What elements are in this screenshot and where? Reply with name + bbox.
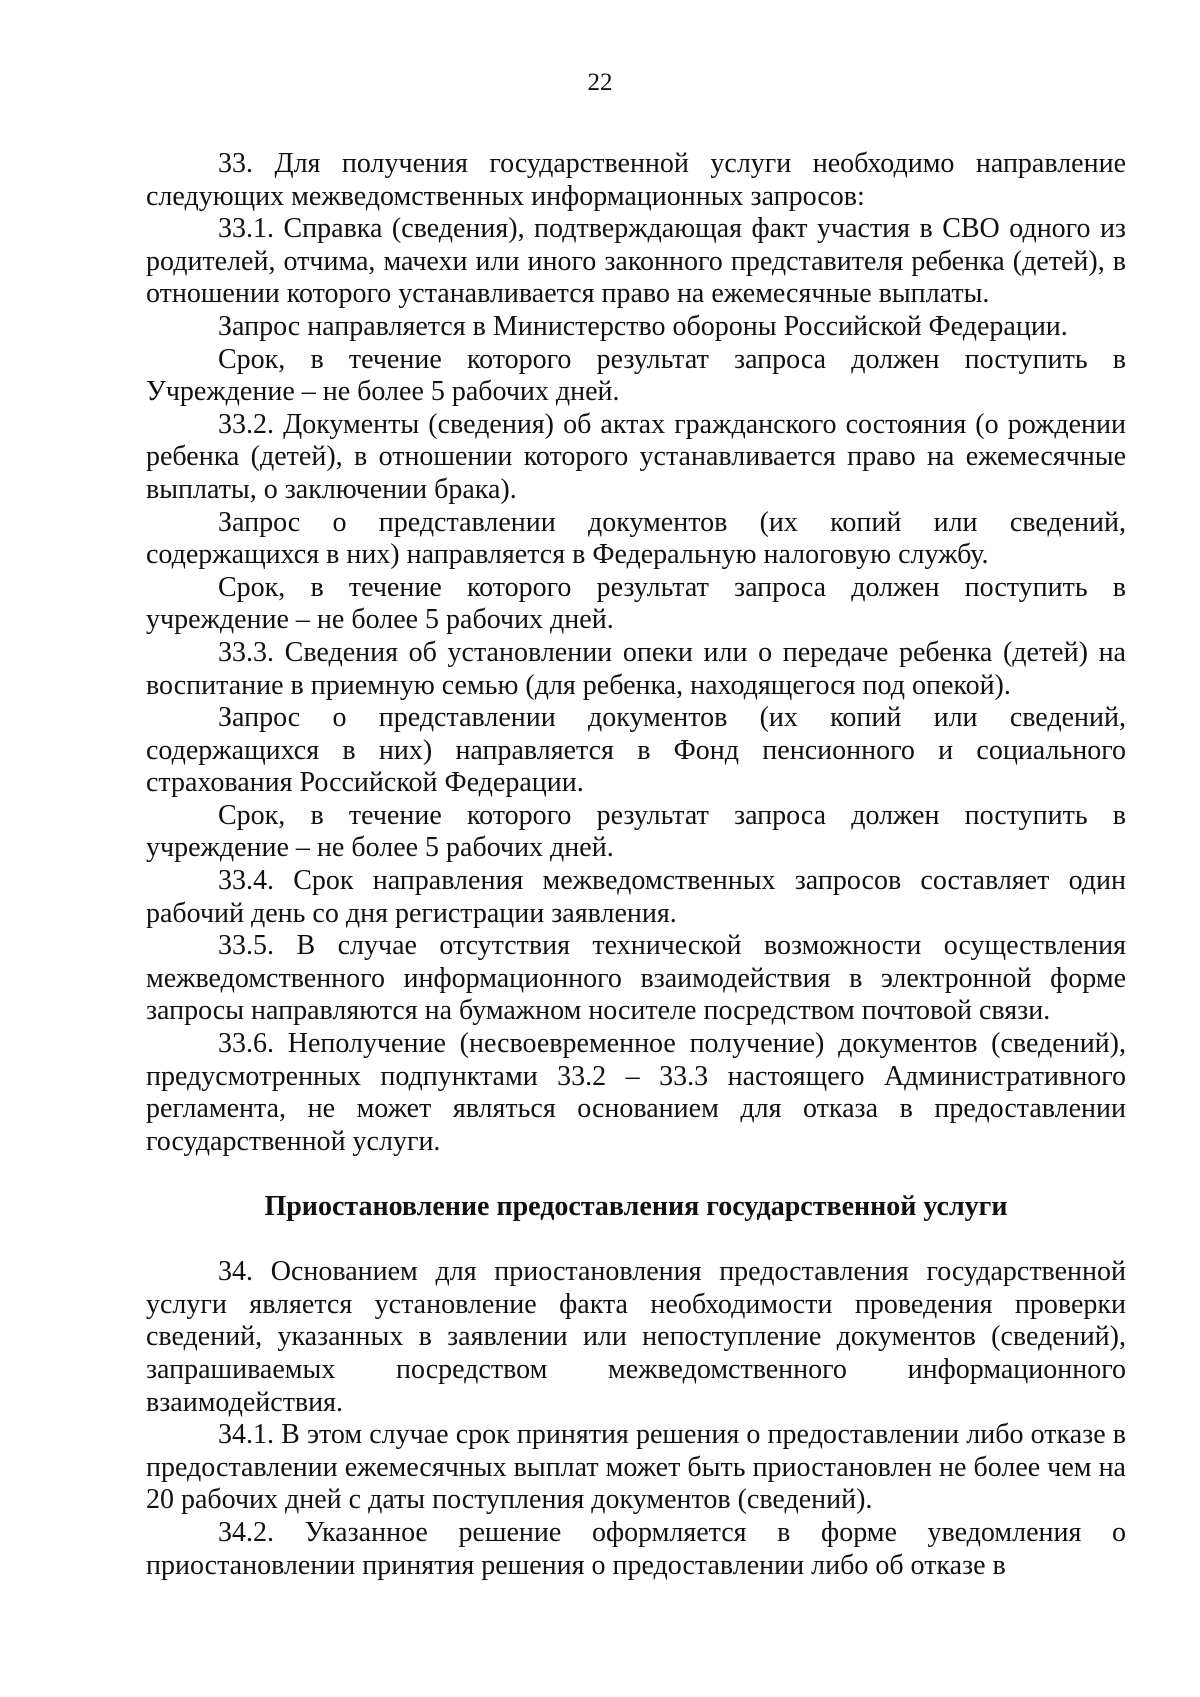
paragraph-33-2: 33.2. Документы (сведения) об актах гражданского состояния (о рождении ребенка (детей), в отношении которого устанавливается право на ежемесячные выплаты, о заключении брака). [146, 408, 1126, 505]
paragraph-request-fund: Запрос о представлении документов (их копий или сведений, содержащихся в них) направляется в Фонд пенсионного и социального страхования Российской Федерации. [146, 702, 1126, 799]
paragraph-request-tax: Запрос о представлении документов (их копий или сведений, содержащихся в них) направляется в Федеральную налоговую службу. [146, 506, 1126, 571]
paragraph-34-1: 34.1. В этом случае срок принятия решения о предоставлении либо отказе в предоставлении ежемесячных выплат может быть приостановлен не более чем на 20 рабочих дней с даты поступления документов (сведений). [146, 1419, 1126, 1516]
paragraph-33-5: 33.5. В случае отсутствия технической возможности осуществления межведомственного информационного взаимодействия в электронной форме запросы направляются на бумажном носителе посредством почтовой связи. [146, 930, 1126, 1027]
paragraph-33-3: 33.3. Сведения об установлении опеки или о передаче ребенка (детей) на воспитание в приемную семью (для ребенка, находящегося под опекой). [146, 636, 1126, 701]
paragraph-34: 34. Основанием для приостановления предоставления государственной услуги является установление факта необходимости проведения проверки сведений, указанных в заявлении или непоступление документов (сведений), запрашиваемых посредством межведомственного информационного взаимодействия. [146, 1256, 1126, 1418]
paragraph-34-2: 34.2. Указанное решение оформляется в форме уведомления о приостановлении принятия решения о предоставлении либо об отказе в [146, 1516, 1126, 1581]
paragraph-33-4: 33.4. Срок направления межведомственных запросов составляет один рабочий день со дня регистрации заявления. [146, 865, 1126, 929]
paragraph-33-6: 33.6. Неполучение (несвоевременное получение) документов (сведений), предусмотренных подпунктами 33.2 – 33.3 настоящего Административного регламента, не может являться основанием для отказа в предоставлении государственной услуги. [146, 1028, 1126, 1157]
section-heading: Приостановление предоставления государственной услуги [264, 1191, 1008, 1222]
paragraph-33-1: 33.1. Справка (сведения), подтверждающая факт участия в СВО одного из родителей, отчима, мачехи или иного законного представителя ребенка (детей), в отношении которого устанавливается право на ежемесячные выплаты. [146, 213, 1126, 310]
document-body [146, 148, 1126, 1582]
paragraph-deadline-2: Срок, в течение которого результат запроса должен поступить в учреждение – не более 5 рабочих дней. [146, 571, 1126, 636]
paragraph-33: 33. Для получения государственной услуги необходимо направление следующих межведомственных информационных запросов: [146, 148, 1126, 212]
paragraph-request-defense: Запрос направляется в Министерство обороны Российской Федерации. [218, 310, 1068, 342]
page-number: 22 [587, 69, 613, 96]
paragraph-deadline-1: Срок, в течение которого результат запроса должен поступить в Учреждение – не более 5 рабочих дней. [146, 343, 1126, 408]
paragraph-deadline-3: Срок, в течение которого результат запроса должен поступить в учреждение – не более 5 рабочих дней. [146, 799, 1126, 864]
